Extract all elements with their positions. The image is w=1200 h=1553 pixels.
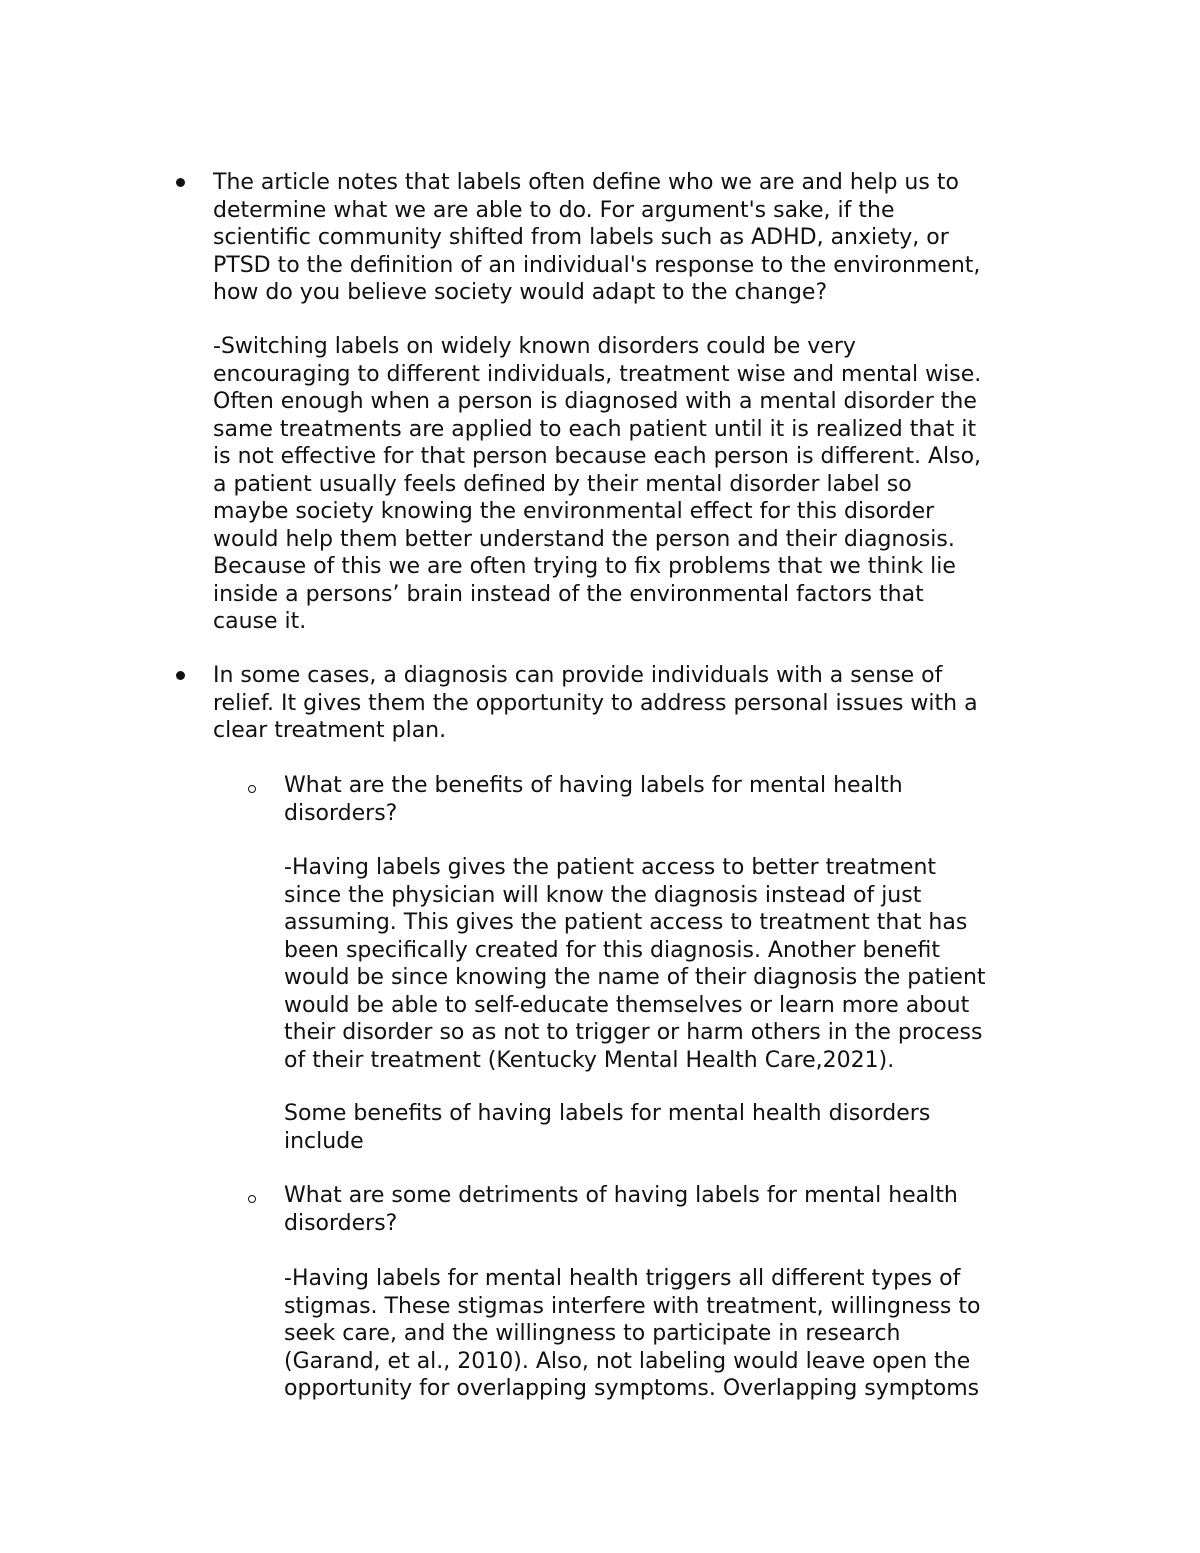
text-line: (Garand, et al., 2010). Also, not labeling would leave open the: [284, 1348, 971, 1374]
text-line: since the physician will know the diagnosis instead of just: [284, 882, 922, 908]
sub-bullet-marker: [248, 785, 256, 793]
text-line: opportunity for overlapping symptoms. Overlapping symptoms: [284, 1376, 980, 1401]
bullet-marker: [176, 671, 185, 680]
sub-item-2-question: [284, 1182, 958, 1237]
text-line: is not effective for that person because each person is different. Also,: [213, 444, 982, 469]
text-line: encouraging to different individuals, treatment wise and mental wise.: [213, 361, 982, 387]
item-1-answer: [213, 333, 981, 636]
text-line: -Having labels for mental health triggers all different types of: [284, 1266, 961, 1291]
text-line: would be able to self-educate themselves or learn more about: [284, 992, 970, 1018]
sub-item-1-question: [284, 772, 903, 827]
text-line: how do you believe society would adapt to the change?: [213, 280, 828, 305]
text-line: In some cases, a diagnosis can provide individuals with a sense of: [213, 663, 943, 688]
text-line: of their treatment (Kentucky Mental Health Care,2021).: [284, 1047, 895, 1073]
text-line: What are the benefits of having labels for mental health: [284, 773, 903, 798]
sub-item-1-answer: [284, 854, 986, 1074]
text-line: Some benefits of having labels for mental health disorders: [284, 1101, 931, 1126]
text-line: inside a persons’ brain instead of the environmental factors that: [213, 581, 924, 607]
text-line: relief. It gives them the opportunity to address personal issues with a: [213, 690, 978, 716]
text-line: What are some detriments of having labels for mental health: [284, 1183, 958, 1208]
text-line: Often enough when a person is diagnosed with a mental disorder the: [213, 389, 977, 414]
text-line: The article notes that labels often define who we are and help us to: [213, 170, 959, 195]
text-line: same treatments are applied to each patient until it is realized that it: [213, 416, 977, 442]
text-line: been specifically created for this diagnosis. Another benefit: [284, 937, 940, 963]
text-line: -Having labels gives the patient access to better treatment: [284, 855, 937, 880]
text-line: assuming. This gives the patient access to treatment that has: [284, 910, 968, 935]
sub-item-2-answer: [284, 1265, 980, 1403]
text-line: clear treatment plan.: [213, 718, 447, 743]
text-line: would help them better understand the person and their diagnosis.: [213, 526, 955, 552]
item-2-question: [213, 662, 978, 745]
sub-item-1-extra: [284, 1100, 930, 1155]
text-line: cause it.: [213, 609, 307, 634]
text-line: Because of this we are often trying to fix problems that we think lie: [213, 554, 956, 579]
text-line: disorders?: [284, 800, 398, 826]
text-line: disorders?: [284, 1210, 398, 1236]
text-line: -Switching labels on widely known disorders could be very: [213, 334, 856, 359]
text-line: PTSD to the definition of an individual's response to the environment,: [213, 252, 981, 278]
sub-bullet-marker: [248, 1195, 256, 1203]
text-line: would be since knowing the name of their diagnosis the patient: [284, 965, 986, 990]
text-line: their disorder so as not to trigger or harm others in the process: [284, 1020, 983, 1045]
text-line: seek care, and the willingness to participate in research: [284, 1321, 901, 1346]
text-line: maybe society knowing the environmental effect for this disorder: [213, 499, 935, 524]
text-line: a patient usually feels defined by their mental disorder label so: [213, 471, 912, 497]
text-line: scientific community shifted from labels such as ADHD, anxiety, or: [213, 225, 949, 250]
bullet-marker: [176, 178, 185, 187]
text-line: determine what we are able to do. For argument's sake, if the: [213, 197, 895, 223]
text-line: include: [284, 1128, 364, 1154]
item-1-question: [213, 169, 980, 307]
text-line: stigmas. These stigmas interfere with treatment, willingness to: [284, 1293, 981, 1319]
